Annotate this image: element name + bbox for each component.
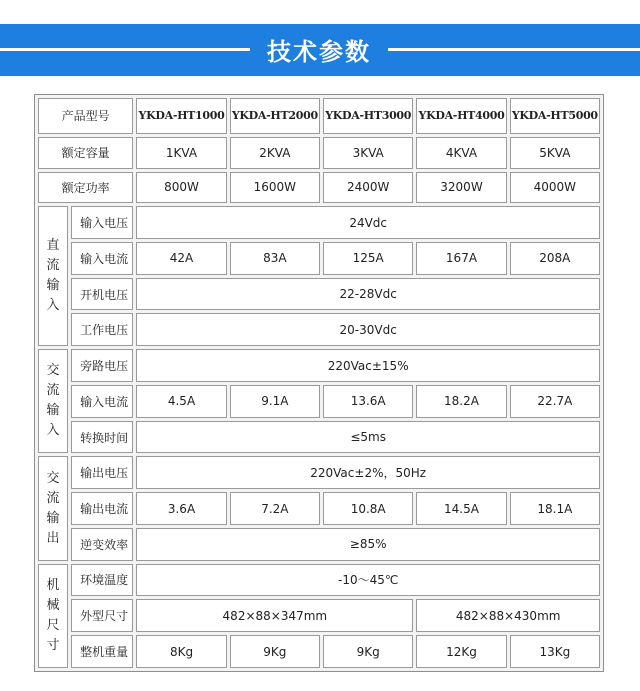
row-label-ac-current: 输入电流	[71, 385, 133, 418]
out-current-cell: 10.8A	[323, 492, 413, 525]
table-row-ac-bypass	[38, 349, 600, 382]
table-row-ac-current	[38, 385, 600, 418]
page-title: 技术参数	[267, 38, 371, 66]
capacity-cell: 2KVA	[230, 137, 320, 169]
dc-working-value: 20-30Vdc	[136, 313, 600, 346]
row-label-temperature: 环境温度	[71, 564, 133, 597]
capacity-cell: 3KVA	[323, 137, 413, 169]
capacity-cell: 1KVA	[136, 137, 226, 169]
row-label-dc-voltage: 输入电压	[71, 206, 133, 239]
model-cell: YKDA-HT2000	[230, 98, 320, 134]
banner-left-line	[0, 48, 250, 51]
ac-current-cell: 18.2A	[416, 385, 506, 418]
dc-current-cell: 83A	[230, 242, 320, 275]
ac-transfer-value: ≤5ms	[136, 421, 600, 454]
row-label-dc-current: 输入电流	[71, 242, 133, 275]
weight-cell: 9Kg	[323, 635, 413, 668]
out-current-cell: 18.1A	[510, 492, 600, 525]
efficiency-value: ≥85%	[136, 528, 600, 561]
dimensions-value-large: 482×88×430mm	[416, 599, 600, 632]
table-row-out-voltage	[38, 456, 600, 489]
table-row-efficiency	[38, 528, 600, 561]
model-cell: YKDA-HT3000	[323, 98, 413, 134]
ac-current-cell: 4.5A	[136, 385, 226, 418]
table-row-model	[38, 98, 600, 134]
dc-startup-value: 22-28Vdc	[136, 278, 600, 311]
dc-current-cell: 42A	[136, 242, 226, 275]
dc-current-cell: 167A	[416, 242, 506, 275]
table-row-dimensions	[38, 599, 600, 632]
dc-voltage-value: 24Vdc	[136, 206, 600, 239]
ac-current-cell: 22.7A	[510, 385, 600, 418]
model-cell: YKDA-HT4000	[416, 98, 506, 134]
out-current-cell: 3.6A	[136, 492, 226, 525]
power-cell: 2400W	[323, 172, 413, 204]
weight-cell: 13Kg	[510, 635, 600, 668]
header-banner	[0, 24, 640, 76]
power-cell: 4000W	[510, 172, 600, 204]
group-label-ac-output: 交 流 输 出	[38, 456, 68, 560]
table-row-capacity	[38, 137, 600, 169]
capacity-cell: 5KVA	[510, 137, 600, 169]
table-row-weight	[38, 635, 600, 668]
row-label-model: 产品型号	[38, 98, 133, 134]
dimensions-value-small: 482×88×347mm	[136, 599, 413, 632]
power-cell: 3200W	[416, 172, 506, 204]
spec-table	[34, 94, 604, 672]
table-row-ac-transfer	[38, 421, 600, 454]
table-row-out-current	[38, 492, 600, 525]
weight-cell: 9Kg	[230, 635, 320, 668]
row-label-dimensions: 外型尺寸	[71, 599, 133, 632]
row-label-weight: 整机重量	[71, 635, 133, 668]
table-row-dc-working	[38, 313, 600, 346]
dc-current-cell: 125A	[323, 242, 413, 275]
table-row-power	[38, 172, 600, 204]
out-voltage-value: 220Vac±2%，50Hz	[136, 456, 600, 489]
banner-right-line	[388, 48, 640, 51]
row-label-power: 额定功率	[38, 172, 133, 204]
capacity-cell: 4KVA	[416, 137, 506, 169]
temperature-value: -10～45℃	[136, 564, 600, 597]
dc-current-cell: 208A	[510, 242, 600, 275]
row-label-out-voltage: 输出电压	[71, 456, 133, 489]
weight-cell: 12Kg	[416, 635, 506, 668]
table-row-dc-voltage	[38, 206, 600, 239]
row-label-dc-startup: 开机电压	[71, 278, 133, 311]
out-current-cell: 14.5A	[416, 492, 506, 525]
ac-current-cell: 9.1A	[230, 385, 320, 418]
group-label-mechanical: 机 械 尺 寸	[38, 564, 68, 668]
table-row-dc-startup	[38, 278, 600, 311]
row-label-dc-working: 工作电压	[71, 313, 133, 346]
table-row-temperature	[38, 564, 600, 597]
out-current-cell: 7.2A	[230, 492, 320, 525]
group-label-dc-input: 直 流 输 入	[38, 206, 68, 346]
model-cell: YKDA-HT5000	[510, 98, 600, 134]
row-label-out-current: 输出电流	[71, 492, 133, 525]
power-cell: 1600W	[230, 172, 320, 204]
row-label-capacity: 额定容量	[38, 137, 133, 169]
ac-current-cell: 13.6A	[323, 385, 413, 418]
table-row-dc-current	[38, 242, 600, 275]
weight-cell: 8Kg	[136, 635, 226, 668]
row-label-ac-transfer: 转换时间	[71, 421, 133, 454]
power-cell: 800W	[136, 172, 226, 204]
ac-bypass-value: 220Vac±15%	[136, 349, 600, 382]
model-cell: YKDA-HT1000	[136, 98, 226, 134]
row-label-efficiency: 逆变效率	[71, 528, 133, 561]
row-label-ac-bypass: 旁路电压	[71, 349, 133, 382]
group-label-ac-input: 交 流 输 入	[38, 349, 68, 453]
